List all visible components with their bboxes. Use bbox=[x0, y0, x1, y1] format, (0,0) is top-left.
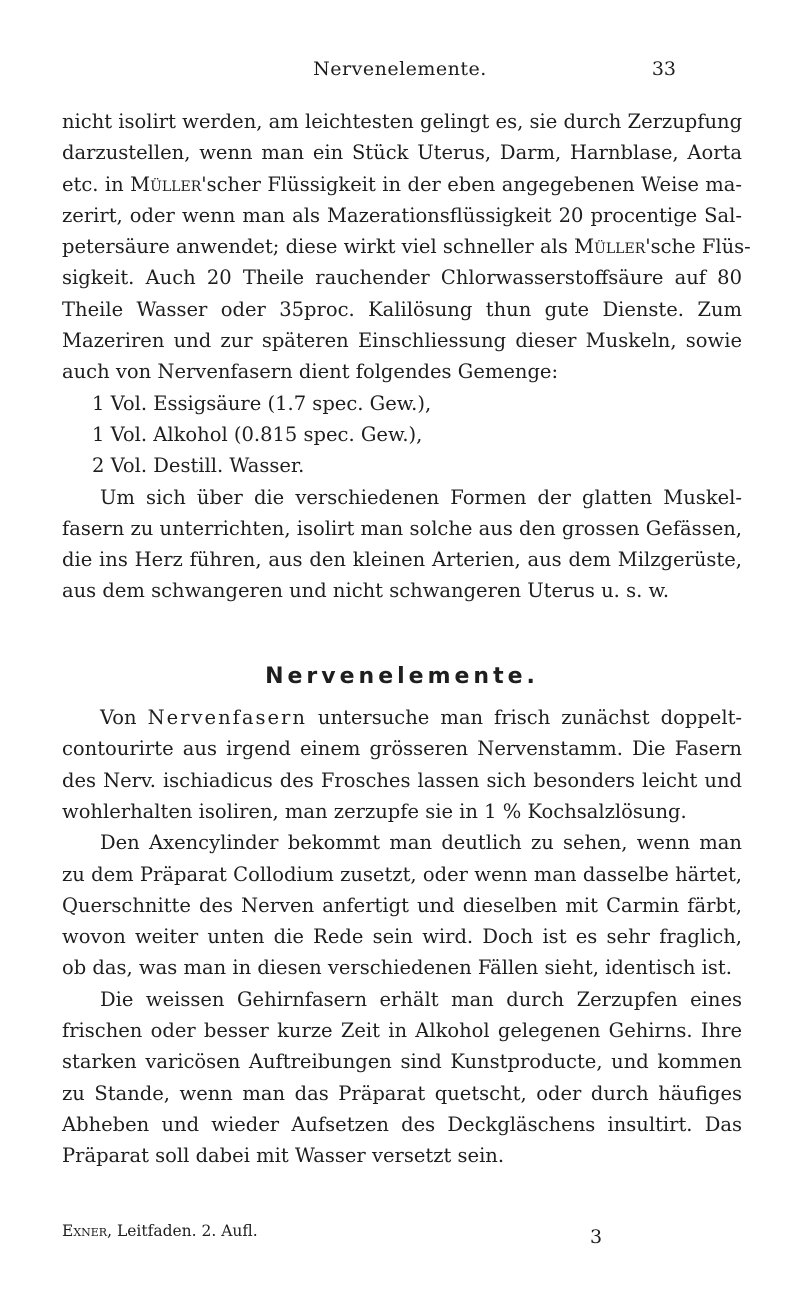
text-line: die ins Herz führen, aus den kleinen Arterien, aus dem Milzgerüste, bbox=[62, 548, 742, 572]
text-line: zerirt, oder wenn man als Mazerationsflüssigkeit 20 procentige Sal- bbox=[62, 203, 742, 227]
text-line: Querschnitte des Nerven anfertigt und dieselben mit Carmin färbt, bbox=[62, 893, 742, 917]
author-name: Müller bbox=[574, 235, 646, 259]
text-line: Die weissen Gehirnfasern erhält man durch Zerzupfen eines bbox=[100, 987, 742, 1011]
text-line: fasern zu unterrichten, isolirt man solche aus den grossen Gefässen, bbox=[62, 516, 742, 540]
text-line: nicht isolirt werden, am leichtesten gelingt es, sie durch Zerzupfung bbox=[62, 110, 743, 133]
text-line: Den Axencylinder bekommt man deutlich zu sehen, wenn man bbox=[100, 831, 742, 855]
text-fragment: petersäure anwendet; diese wirkt viel schneller als bbox=[62, 235, 575, 259]
text-line bbox=[62, 702, 742, 733]
running-head: Nervenelemente. bbox=[313, 58, 487, 80]
text-line: des Nerv. ischiadicus des Frosches lassen sich besonders leicht und bbox=[62, 768, 742, 792]
signature-mark: 3 bbox=[590, 1226, 603, 1248]
text-fragment: untersuche man frisch zunächst doppelt- bbox=[306, 706, 743, 730]
text-line: Präparat soll dabei mit Wasser versetzt sein. bbox=[62, 1144, 505, 1168]
text-line: ob das, was man in diesen verschiedenen Fällen sieht, identisch ist. bbox=[62, 956, 732, 980]
text-fragment: Von bbox=[100, 706, 148, 730]
page-number: 33 bbox=[651, 58, 676, 80]
body-text bbox=[62, 106, 751, 1172]
spaced-term: Nervenfasern bbox=[147, 706, 307, 730]
text-fragment: 'scher Flüssigkeit in der eben angegebenen Weise ma- bbox=[201, 172, 742, 196]
page-header bbox=[0, 58, 800, 88]
text-line: auch von Nervenfasern dient folgendes Gemenge: bbox=[62, 360, 559, 384]
page-footer bbox=[62, 1222, 662, 1248]
text-line bbox=[62, 169, 742, 200]
text-line: zu dem Präparat Collodium zusetzt, oder wenn man dasselbe härtet, bbox=[62, 862, 742, 886]
text-line: wohlerhalten isoliren, man zerzupfe sie in 1 % Kochsalzlösung. bbox=[62, 799, 687, 823]
text-line bbox=[62, 231, 751, 262]
author-name: Müller bbox=[130, 172, 202, 196]
paragraph-4 bbox=[62, 827, 742, 983]
paragraph-5 bbox=[62, 984, 742, 1172]
paragraph-1 bbox=[62, 106, 751, 482]
text-line: Mazeriren und zur späteren Einschliessung dieser Muskeln, sowie bbox=[62, 329, 742, 353]
text-line: darzustellen, wenn man ein Stück Uterus, Darm, Harnblase, Aorta bbox=[62, 141, 742, 165]
text-line: aus dem schwangeren und nicht schwangeren Uterus u. s. w. bbox=[62, 579, 670, 603]
paragraph-2 bbox=[62, 482, 742, 607]
text-fragment: etc. in bbox=[62, 172, 131, 196]
text-line: frischen oder besser kurze Zeit in Alkohol gelegenen Gehirns. Ihre bbox=[62, 1019, 742, 1043]
text-line: Um sich über die verschiedenen Formen der glatten Muskel- bbox=[100, 485, 742, 509]
section-heading: Nervenelemente. bbox=[265, 663, 539, 689]
paragraph-3 bbox=[62, 702, 742, 827]
text-line: sigkeit. Auch 20 Theile rauchender Chlorwasserstoffsäure auf 80 bbox=[62, 266, 742, 290]
text-line: Abheben und wieder Aufsetzen des Deckgläschens insultirt. Das bbox=[62, 1112, 742, 1136]
recipe-line: 2 Vol. Destill. Wasser. bbox=[92, 454, 305, 478]
footer-citation bbox=[62, 1222, 258, 1240]
text-line: starken varicösen Auftreibungen sind Kunstproducte, und kommen bbox=[62, 1050, 742, 1074]
text-line: contourirte aus irgend einem grösseren Nervenstamm. Die Fasern bbox=[62, 737, 742, 761]
text-fragment: 'sche Flüs- bbox=[645, 235, 751, 259]
text-line: Theile Wasser oder 35proc. Kalilösung thun gute Dienste. Zum bbox=[62, 297, 742, 321]
text-line: wovon weiter unten die Rede sein wird. Doch ist es sehr fraglich, bbox=[62, 925, 742, 949]
recipe-line: 1 Vol. Alkohol (0.815 spec. Gew.), bbox=[92, 422, 423, 446]
recipe-line: 1 Vol. Essigsäure (1.7 spec. Gew.), bbox=[92, 391, 432, 415]
text-line: zu Stande, wenn man das Präparat quetscht, oder durch häufiges bbox=[62, 1081, 742, 1105]
footer-title: , Leitfaden. 2. Aufl. bbox=[107, 1222, 258, 1240]
footer-author: Exner bbox=[62, 1222, 108, 1240]
